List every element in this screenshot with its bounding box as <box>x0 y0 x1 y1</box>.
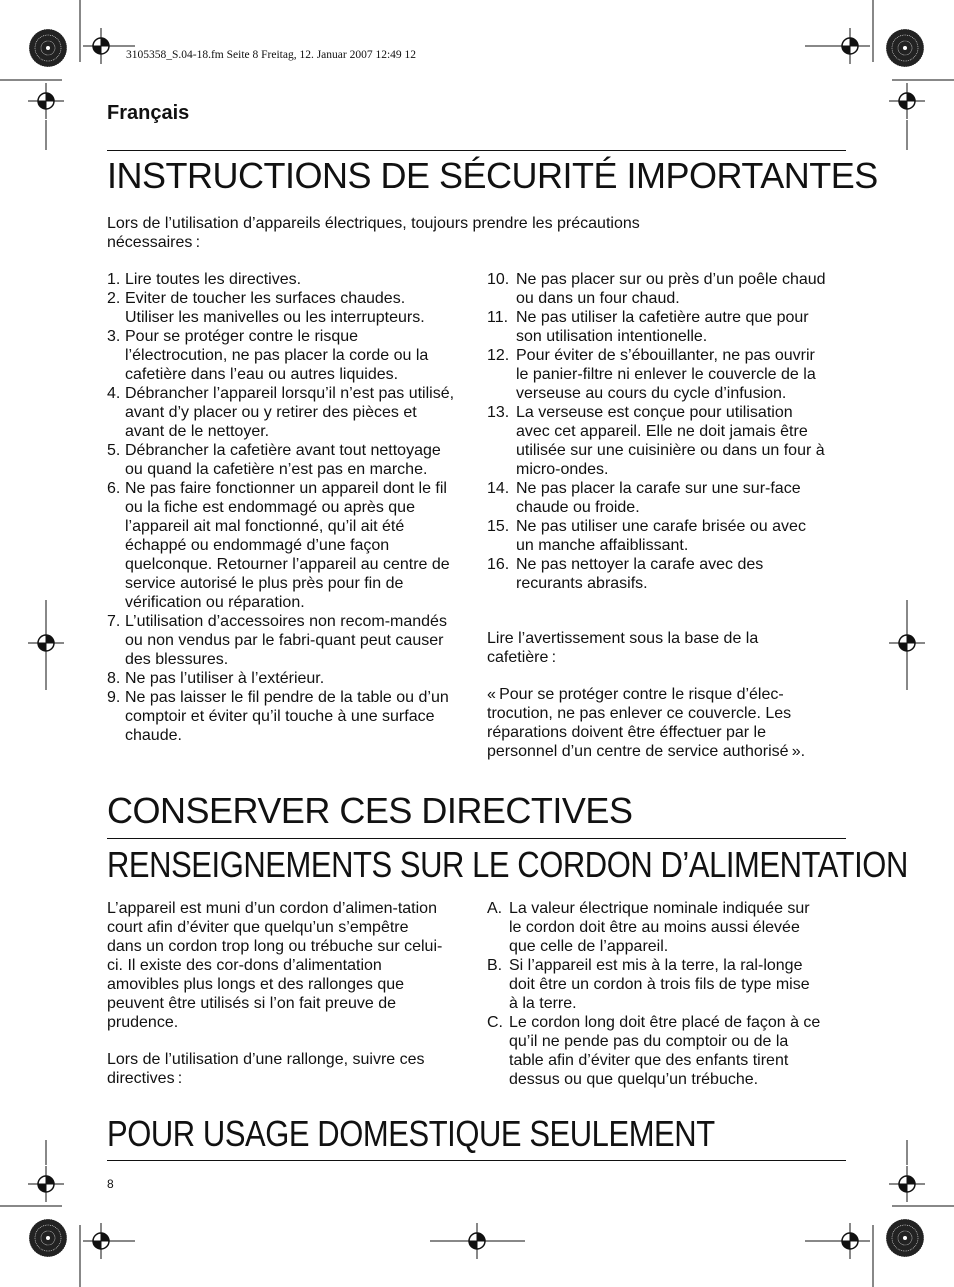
list-item <box>487 479 827 517</box>
list-item <box>107 327 455 384</box>
list-item-number: 10. <box>487 271 510 288</box>
list-item-number: 5. <box>107 442 121 459</box>
list-item-number: 3. <box>107 328 121 345</box>
list-item-number: 8. <box>107 670 121 687</box>
page-number: 8 <box>107 1177 114 1191</box>
list-item-text: Ne pas placer sur ou près d’un poêle chaud ou dans un four chaud. <box>516 271 826 307</box>
list-item-text: L’utilisation d’accessoires non recom-mandés ou non vendus par le fabri-quant peut causer des blessures. <box>125 613 447 668</box>
list-item-number: 2. <box>107 290 121 307</box>
list-item-number: 4. <box>107 385 121 402</box>
list-item <box>487 270 827 308</box>
list-item-text: Le cordon long doit être placé de façon à ce qu’il ne pende pas du comptoir ou de la table afin d’éviter que des enfants tirent dessus ou que quelqu’un trébuche. <box>509 1014 821 1088</box>
list-item <box>487 346 827 403</box>
list-item-number: 11. <box>487 309 509 326</box>
list-item-text: La valeur électrique nominale indiquée sur le cordon doit être au moins aussi élevée que celle de l’appareil. <box>509 900 810 955</box>
list-item <box>107 441 455 479</box>
cord-paragraph-1: L’appareil est muni d’un cordon d’alimen-tation court afin d’éviter que quelqu’un s’empêtre dans un cordon trop long ou trébuche sur celui-ci. Il existe des cor-dons d’alimentation amovibles plus longs et des rallonges que peuvent être utilisés si l’on fait preuve de prudence. <box>107 900 443 1031</box>
list-item-text: La verseuse est conçue pour utilisation avec cet appareil. Elle ne doit jamais être utilisée sur une cuisinière ou dans un four à micro-ondes. <box>516 404 825 478</box>
list-item <box>487 1013 822 1089</box>
list-item <box>487 517 827 555</box>
list-item-text: Eviter de toucher les surfaces chaudes. Utiliser les manivelles ou les interrupteurs. <box>125 290 425 326</box>
list-item <box>107 479 455 612</box>
list-item <box>107 688 455 745</box>
list-item <box>487 956 822 1013</box>
list-item <box>107 384 455 441</box>
list-item <box>107 612 455 669</box>
rule-mid <box>107 838 846 839</box>
list-item <box>487 403 827 479</box>
list-item <box>487 555 827 593</box>
list-item <box>107 270 455 289</box>
list-item-number: 9. <box>107 689 121 706</box>
list-item-number: A. <box>487 900 503 917</box>
list-item-number: 7. <box>107 613 121 630</box>
warning-text: « Pour se protéger contre le risque d’élec-trocution, ne pas enlever ce couvercle. Les réparations doivent être éffectuer par le personnel d’un centre de service authorisé ». <box>487 686 806 760</box>
list-item-text: Pour se protéger contre le risque l’électrocution, ne pas placer la corde ou la cafetière dans l’eau ou autres liquides. <box>125 328 429 383</box>
file-slug: 3105358_S.04-18.fm Seite 8 Freitag, 12. Januar 2007 12:49 12 <box>126 49 417 61</box>
list-item-text: Débrancher la cafetière avant tout nettoyage ou quand la cafetière n’est pas en marche. <box>125 442 441 478</box>
list-item-text: Ne pas utiliser une carafe brisée ou avec un manche affaiblissant. <box>516 518 806 554</box>
list-item-number: 14. <box>487 480 510 497</box>
list-item-number: 15. <box>487 518 510 535</box>
list-item-number: 12. <box>487 347 510 364</box>
list-item-number: C. <box>487 1014 503 1031</box>
list-item-text: Pour éviter de s’ébouillanter, ne pas ouvrir le panier-filtre ni enlever le couvercle de la verseuse au cours du cycle d’infusion. <box>516 347 816 402</box>
list-item-number: 1. <box>107 271 121 288</box>
list-item <box>487 308 827 346</box>
list-item <box>487 899 822 956</box>
list-item-text: Ne pas faire fonctionner un appareil dont le fil ou la fiche est endommagé ou après que l’appareil ait mal fonctionné, qu’il ait été échappé ou endommagé d’une façon quelconque. Retourner l’appareil au centre de service autorisé le plus près pour fin de vérification ou réparation. <box>125 480 450 611</box>
safety-list-right <box>487 270 827 593</box>
cord-list <box>487 899 822 1089</box>
list-item-number: B. <box>487 957 503 974</box>
warning-intro: Lire l’avertissement sous la base de la cafetière : <box>487 630 759 666</box>
title-safety: INSTRUCTIONS DE SÉCURITÉ IMPORTANTES <box>107 155 878 196</box>
language-heading: Français <box>107 102 190 124</box>
intro-paragraph: Lors de l’utilisation d’appareils électriques, toujours prendre les précautions nécessaires : <box>107 215 640 251</box>
list-item <box>107 669 455 688</box>
list-item-text: Ne pas nettoyer la carafe avec des recurants abrasifs. <box>516 556 764 592</box>
safety-list-left <box>107 270 455 745</box>
list-item-text: Ne pas utiliser la cafetière autre que pour son utilisation intentionelle. <box>516 309 809 345</box>
list-item-number: 6. <box>107 480 121 497</box>
title-cord-info: RENSEIGNEMENTS SUR LE CORDON D’ALIMENTATION <box>107 844 908 885</box>
list-item-number: 16. <box>487 556 510 573</box>
list-item <box>107 289 455 327</box>
list-item-text: Lire toutes les directives. <box>125 271 302 288</box>
list-item-number: 13. <box>487 404 510 421</box>
title-domestic-use: POUR USAGE DOMESTIQUE SEULEMENT <box>107 1113 715 1154</box>
rule-bottom <box>107 1160 846 1161</box>
rule-top <box>107 150 846 151</box>
title-keep-directives: CONSERVER CES DIRECTIVES <box>107 790 633 831</box>
list-item-text: Si l’appareil est mis à la terre, la ral-longe doit être un cordon à trois fils de type mise à la terre. <box>509 957 810 1012</box>
list-item-text: Ne pas l’utiliser à l’extérieur. <box>125 670 325 687</box>
list-item-text: Débrancher l’appareil lorsqu’il n’est pas utilisé, avant d’y placer ou y retirer des pièces et avant de le nettoyer. <box>125 385 455 440</box>
cord-paragraph-2: Lors de l’utilisation d’une rallonge, suivre ces directives : <box>107 1051 425 1087</box>
list-item-text: Ne pas placer la carafe sur une sur-face chaude ou froide. <box>516 480 801 516</box>
list-item-text: Ne pas laisser le fil pendre de la table ou d’un comptoir et éviter qu’il touche à une surface chaude. <box>125 689 449 744</box>
